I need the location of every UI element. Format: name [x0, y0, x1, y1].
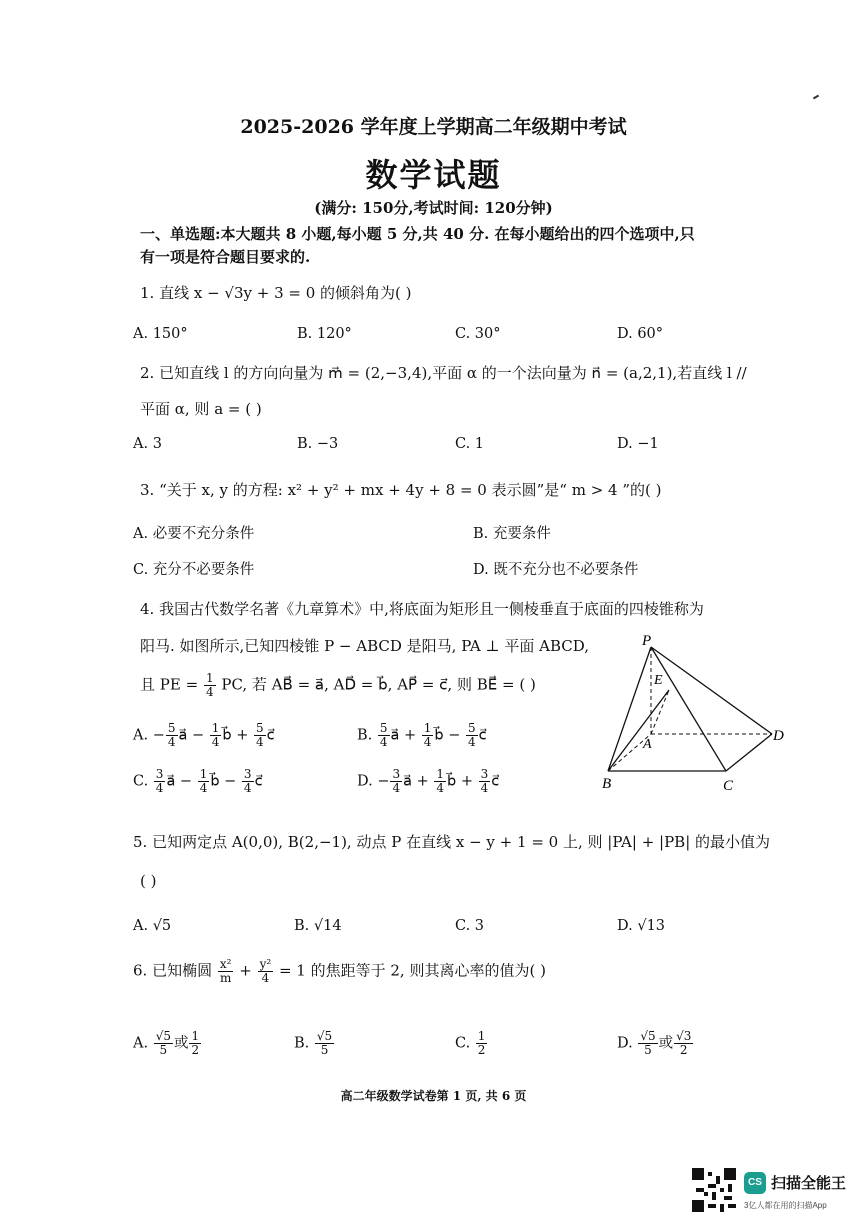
q6-fraction-x: $\frac{\text{x²}}{m}$ [219, 957, 232, 985]
camscanner-tagline: 3亿人都在用的扫描App [744, 1201, 827, 1210]
edge-PC [651, 647, 726, 771]
segment-BE [608, 690, 669, 771]
q4-line3-pre: 且 PE = [140, 675, 199, 694]
q3-option-a: A. 必要不充分条件 [133, 526, 255, 542]
exam-meta: (满分: 150分,考试时间: 120分钟) [314, 199, 553, 217]
q4-line3 [140, 672, 536, 699]
q2-line1: 2. 已知直线 l 的方向向量为 m⃗ = (2,−3,4),平面 α 的一个法向量为 n⃗ = (a,2,1),若直线 l // [140, 364, 747, 382]
q5-option-b: B. √14 [294, 918, 342, 934]
q3-option-c: C. 充分不必要条件 [133, 562, 255, 578]
q1-option-c: C. 30° [455, 326, 501, 342]
label-B: B [602, 776, 612, 792]
scan-mark [813, 95, 819, 100]
q1-option-a: A. 150° [133, 326, 188, 342]
page-footer: 高二年级数学试卷第 1 页, 共 6 页 [340, 1089, 527, 1103]
q6-fraction-y: $\frac{\text{y²}}{4}$ [259, 957, 272, 985]
q6-option-d: D. $\frac{√5}{5}$ 或 $\frac{√3}{2}$ [617, 1029, 692, 1057]
q5-option-c: C. 3 [455, 918, 485, 934]
q4-option-a: A. − $\frac{5}{4}$ a⃗ − $\frac{1}{4}$ b⃗ + $\frac{5}{4}$ c⃗ [133, 721, 275, 749]
q4-line2: 阳马. 如图所示,已知四棱锥 P − ABCD 是阳马, PA ⊥ 平面 ABCD, [140, 637, 590, 655]
q6-option-a: A. $\frac{√5}{5}$ 或 $\frac{1}{2}$ [133, 1029, 200, 1057]
exam-title: 2025-2026 学年度上学期高二年级期中考试 [240, 116, 627, 138]
pyramid-figure [596, 630, 796, 795]
q4-option-b: B. $\frac{5}{4}$ a⃗ + $\frac{1}{4}$ b⃗ − $\frac{5}{4}$ c⃗ [357, 721, 487, 749]
q1-option-d: D. 60° [617, 326, 664, 342]
q2-option-d: D. −1 [617, 436, 659, 452]
camscanner-name: 扫描全能王 [771, 1175, 847, 1192]
q1-stem: 1. 直线 x − √3y + 3 = 0 的倾斜角为( ) [140, 284, 412, 302]
q6-stem: 6. 已知椭圆 $\frac{\text{x²}}{m}$ + $\frac{\text{y²}}{4}$ = 1 的焦距等于 2, 则其离心率的值为( ) [133, 957, 546, 985]
qr-code-icon [692, 1168, 736, 1212]
label-C: C [723, 778, 734, 794]
section-heading-line1: 一、单选题:本大题共 8 小题,每小题 5 分,共 40 分. 在每小题给出的四个选项中,只 [140, 225, 695, 243]
q4-line3-post: PC, 若 AB⃗ = a⃗, AD⃗ = b⃗, AP⃗ = c⃗, 则 BE⃗ = ( ) [221, 675, 536, 694]
q3-option-b: B. 充要条件 [473, 526, 551, 542]
camscanner-logo: CS [744, 1172, 766, 1194]
q1-option-b: B. 120° [297, 326, 352, 342]
edge-CD [726, 734, 772, 771]
q3-stem: 3. “关于 x, y 的方程: x² + y² + mx + 4y + 8 = 0 表示圆”是“ m > 4 ”的( ) [140, 481, 662, 499]
label-P: P [642, 633, 652, 649]
q6-option-c: C. $\frac{1}{2}$ [455, 1029, 486, 1057]
subject-title: 数学试题 [365, 156, 502, 194]
label-D: D [773, 728, 784, 744]
q4-option-d: D. − $\frac{3}{4}$ a⃗ + $\frac{1}{4}$ b⃗ + $\frac{3}{4}$ c⃗ [357, 767, 500, 795]
q2-line2: 平面 α, 则 a = ( ) [140, 400, 262, 418]
q2-option-b: B. −3 [297, 436, 339, 452]
q2-option-c: C. 1 [455, 436, 485, 452]
q4-line1: 4. 我国古代数学名著《九章算术》中,将底面为矩形且一侧棱垂直于底面的四棱锥称为 [140, 600, 704, 618]
q5-line2: ( ) [140, 872, 157, 890]
section-heading-line2: 有一项是符合题目要求的. [140, 248, 311, 266]
q4-option-c: C. $\frac{3}{4}$ a⃗ − $\frac{1}{4}$ b⃗ − $\frac{3}{4}$ c⃗ [133, 767, 263, 795]
label-E: E [654, 673, 663, 688]
q5-line1: 5. 已知两定点 A(0,0), B(2,−1), 动点 P 在直线 x − y + 1 = 0 上, 则 |PA| + |PB| 的最小值为 [133, 833, 771, 851]
q5-option-d: D. √13 [617, 918, 666, 934]
q6-option-b: B. $\frac{√5}{5}$ [294, 1029, 333, 1057]
label-A: A [643, 737, 652, 752]
q5-option-a: A. √5 [133, 918, 172, 934]
q3-option-d: D. 既不充分也不必要条件 [473, 562, 639, 578]
q4-fraction: $\frac{1}{4}$ [205, 671, 214, 699]
q2-option-a: A. 3 [133, 436, 162, 452]
segment-AE [651, 690, 669, 734]
